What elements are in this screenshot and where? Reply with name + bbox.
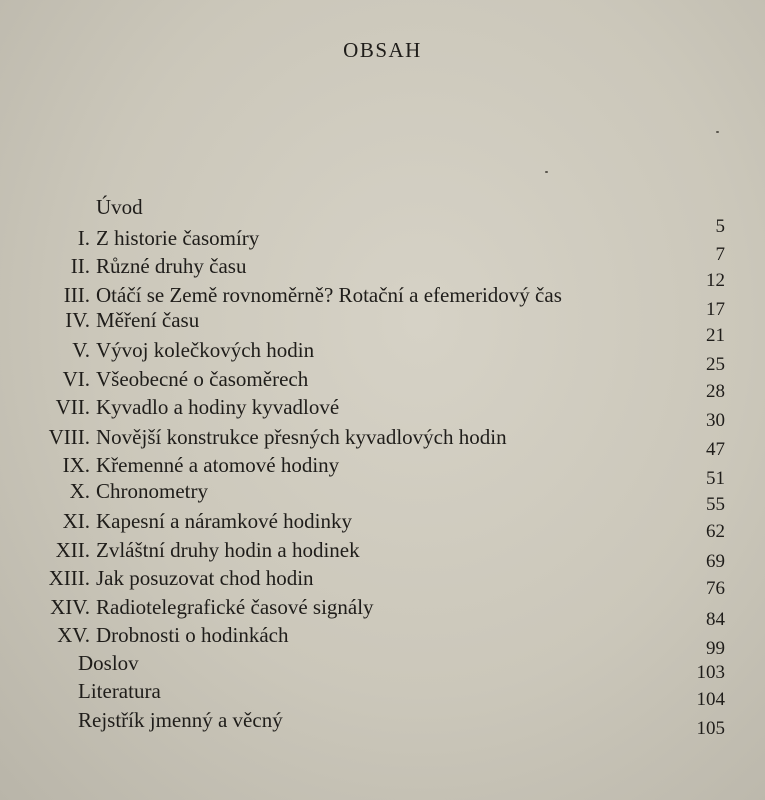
toc-entry (0, 452, 765, 489)
toc-entry-number: XIII. (48, 566, 90, 590)
page-heading: OBSAH (343, 38, 422, 62)
toc-entry-title: Kyvadlo a hodiny kyvadlové (96, 395, 340, 419)
toc-entry (0, 337, 765, 375)
toc-entry-number: XI. (62, 509, 90, 533)
toc-entry-number: XV. (57, 623, 90, 647)
toc-entry-title: Novější konstrukce přesných kyvadlových hodin (96, 425, 507, 449)
toc-entry-number: VII. (55, 395, 90, 419)
toc-entry-title: Drobnosti o hodinkách (96, 623, 289, 647)
toc-entry-page: 51 (706, 468, 725, 489)
toc-entry-page: 69 (706, 551, 725, 572)
toc-entry-title: Otáčí se Země rovnoměrně? Rotační a efemeridový čas (96, 283, 562, 307)
toc-entry (0, 366, 765, 402)
toc-entry-title: Měření času (96, 308, 200, 332)
toc-entry-page: 28 (706, 381, 725, 402)
toc-entry-page: 55 (706, 494, 725, 515)
toc-entry-title: Úvod (96, 195, 143, 219)
toc-entry-page: 104 (696, 689, 725, 710)
toc-entry-page: 30 (706, 410, 725, 431)
toc-entry-number: XII. (55, 538, 90, 562)
toc-entry (0, 253, 765, 291)
toc-entry-number: I. (77, 226, 90, 250)
toc-entry-page: 7 (715, 244, 725, 265)
toc-entry-title: Křemenné a atomové hodiny (96, 453, 340, 477)
toc-entry (0, 678, 765, 710)
toc-entry-page: 25 (706, 354, 725, 375)
toc-entry-number: VI. (62, 367, 90, 391)
toc-entry-number: XIV. (50, 595, 90, 619)
toc-entry-page: 21 (706, 325, 725, 346)
toc-entry-number: II. (70, 254, 90, 278)
toc-entry (0, 424, 765, 460)
toc-entry-title: Radiotelegrafické časové signály (96, 595, 374, 619)
toc-entry (0, 394, 765, 431)
toc-entry-title: Zvláštní druhy hodin a hodinek (96, 538, 360, 562)
toc-entry (0, 194, 765, 237)
toc-entry-page: 47 (706, 439, 725, 460)
toc-entry-page: 103 (696, 662, 725, 683)
toc-entry-number: III. (63, 283, 90, 307)
toc-entry-page: 84 (706, 609, 725, 630)
toc-entry-title: Různé druhy času (96, 254, 247, 278)
toc-entry-number: X. (69, 479, 90, 503)
toc-entry-title: Rejstřík jmenný a věcný (78, 708, 283, 732)
toc-entry-page: 17 (706, 299, 725, 320)
toc-entry (0, 537, 765, 572)
toc-entry-page: 99 (706, 638, 725, 659)
paper-speck (716, 131, 719, 133)
toc-entry-page: 105 (696, 718, 725, 739)
toc-entry-title: Kapesní a náramkové hodinky (96, 509, 353, 533)
toc-entry (0, 478, 765, 515)
toc-entry-number: V. (72, 338, 90, 362)
toc-entry-page: 62 (706, 521, 725, 542)
toc-entry-number: IV. (65, 308, 90, 332)
toc-entry-title: Jak posuzovat chod hodin (96, 566, 314, 590)
toc-entry-title: Literatura (78, 679, 161, 703)
toc-entry (0, 594, 765, 630)
toc-entry-page: 76 (706, 578, 725, 599)
toc-entry-title: Chronometry (96, 479, 208, 503)
toc-entry-page: 5 (715, 216, 725, 237)
toc-entry-number: IX. (62, 453, 90, 477)
toc-entry (0, 707, 765, 739)
toc-entry (0, 225, 765, 265)
toc-entry-number: VIII. (48, 425, 90, 449)
toc-entry-title: Doslov (78, 651, 139, 675)
toc-entry-title: Z historie časomíry (96, 226, 260, 250)
toc-entry (0, 565, 765, 599)
toc-entry (0, 622, 765, 659)
toc-entry-title: Všeobecné o časoměrech (96, 367, 309, 391)
paper-speck (545, 171, 548, 173)
toc-entry-page: 12 (706, 270, 725, 291)
toc-entry (0, 307, 765, 346)
toc-entry-title: Vývoj kolečkových hodin (96, 338, 315, 362)
toc-entry (0, 508, 765, 542)
toc-entry (0, 650, 765, 683)
